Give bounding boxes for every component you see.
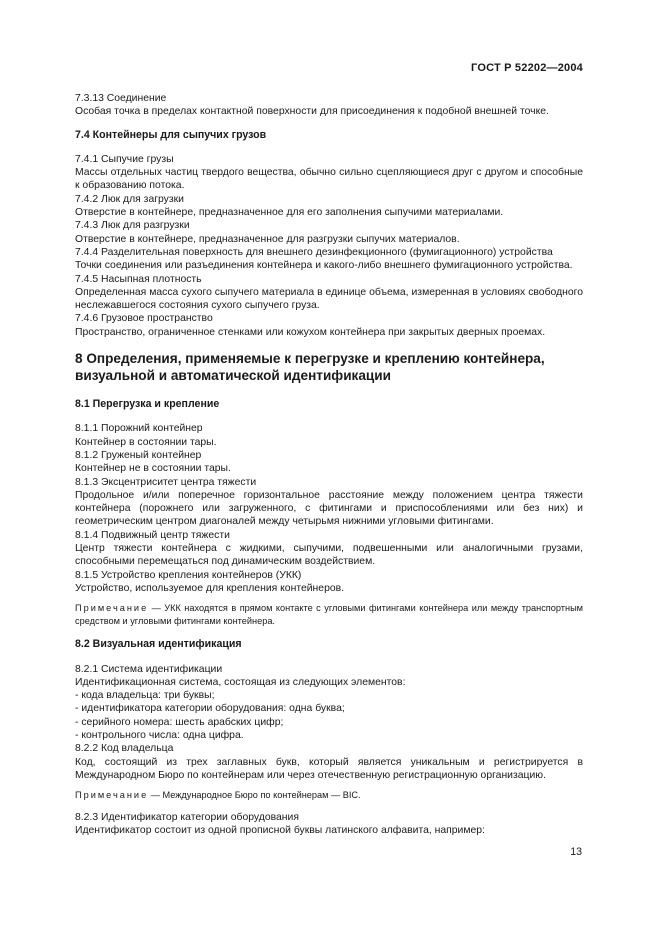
term-label: 7.3.13 Соединение	[75, 93, 167, 104]
section-heading: 8 Определения, применяемые к перегрузке и креплению контейнера, визуальной и автоматической идентификации	[75, 351, 545, 384]
body-paragraph: Центр тяжести контейнера с жидкими, сыпучими, подвешенными или аналогичными грузами, способными перемещаться под динамическим воздействием.	[75, 543, 583, 568]
subsection-heading: 7.4 Контейнеры для сыпучих грузов	[75, 128, 267, 141]
body-paragraph: - кода владельца: три буквы;	[75, 690, 215, 702]
body-paragraph: Особая точка в пределах контактной поверхности для присоединения к подобной внешней точке.	[75, 106, 549, 118]
body-paragraph: Идентификатор состоит из одной прописной буквы латинского алфавита, например:	[75, 825, 485, 837]
standard-code-header: ГОСТ Р 52202—2004	[471, 62, 583, 74]
term-label: 7.4.1 Сыпучие грузы	[75, 153, 174, 165]
term-label: 8.1.1 Порожний контейнер	[75, 423, 203, 435]
term-label: 8.1.2 Груженый контейнер	[75, 449, 202, 461]
body-paragraph: Определенная масса сухого сыпучего материала в единице объема, измеренная в условиях свободного неслежавшегося состояния сухого сыпучего груза.	[75, 286, 583, 312]
body-paragraph: Продольное и/или поперечное горизонтальное расстояние между положением центра тяжести контейнера (порожнего или загруженного, с фитингами и приспособлениями или без них) и геометрическим центром диагоналей между четырьмя нижними угловыми фитингами.	[75, 489, 583, 528]
note-label: Примечание	[75, 790, 149, 801]
body-paragraph: Контейнер в состоянии тары.	[75, 436, 217, 448]
body-paragraph: Точки соединения или разъединения контейнера и какого-либо внешнего фумигационного устройства.	[75, 260, 573, 272]
term-label: 8.2.3 Идентификатор категории оборудования	[75, 812, 299, 824]
term-label: 8.2.1 Система идентификации	[75, 663, 223, 675]
subsection-heading: 8.2 Визуальная идентификация	[75, 638, 242, 651]
body-paragraph: Код, состоящий из трех заглавных букв, который является уникальным и регистрируется в Международном Бюро по контейнерам или через отечественную регистрационную организацию.	[75, 756, 583, 781]
note-text: — Международное Бюро по контейнерам — BIC.	[148, 790, 361, 801]
term-label: 8.1.5 Устройство крепления контейнеров (УКК)	[75, 569, 302, 581]
note-paragraph	[75, 602, 583, 628]
document-body	[75, 92, 583, 838]
term-label: 8.1.4 Подвижный центр тяжести	[75, 529, 230, 541]
note-paragraph	[75, 789, 583, 802]
term-label: 7.4.5 Насыпная плотность	[75, 273, 202, 285]
body-paragraph: Отверстие в контейнере, предназначенное для разгрузки сыпучих материалов.	[75, 233, 460, 245]
body-paragraph: - идентификатора категории оборудования: одна буква;	[75, 703, 345, 715]
body-paragraph: - контрольного числа: одна цифра.	[75, 729, 244, 741]
term-label: 8.2.2 Код владельца	[75, 743, 174, 755]
page-number: 13	[570, 846, 582, 858]
body-paragraph: Отверстие в контейнере, предназначенное для его заполнения сыпучими материалами.	[75, 207, 504, 219]
note-label: Примечание	[75, 603, 149, 614]
term-label: 7.4.2 Люк для загрузки	[75, 193, 184, 205]
body-paragraph: Устройство, используемое для крепления контейнеров.	[75, 582, 345, 594]
body-paragraph: - серийного номера: шесть арабских цифр;	[75, 716, 284, 728]
term-label: 8.1.3 Эксцентриситет центра тяжести	[75, 476, 257, 488]
body-paragraph: Контейнер не в состоянии тары.	[75, 463, 231, 475]
body-paragraph: Пространство, ограниченное стенками или кожухом контейнера при закрытых дверных проемах.	[75, 326, 546, 338]
term-label: 7.4.6 Грузовое пространство	[75, 313, 213, 325]
body-paragraph: Идентификационная система, состоящая из следующих элементов:	[75, 676, 406, 688]
note-text: — УКК находятся в прямом контакте с угловыми фитингами контейнера или между транспортным средством и угловыми фитингами контейнера.	[75, 603, 583, 627]
term-label: 7.4.4 Разделительная поверхность для внешнего дезинфекционного (фумигационного) устройства	[75, 246, 553, 258]
term-label: 7.4.3 Люк для разгрузки	[75, 220, 190, 232]
body-paragraph: Массы отдельных частиц твердого вещества, обычно сильно сцепляющиеся друг с другом и способные к образованию потока.	[75, 167, 583, 192]
subsection-heading: 8.1 Перегрузка и крепление	[75, 398, 220, 411]
